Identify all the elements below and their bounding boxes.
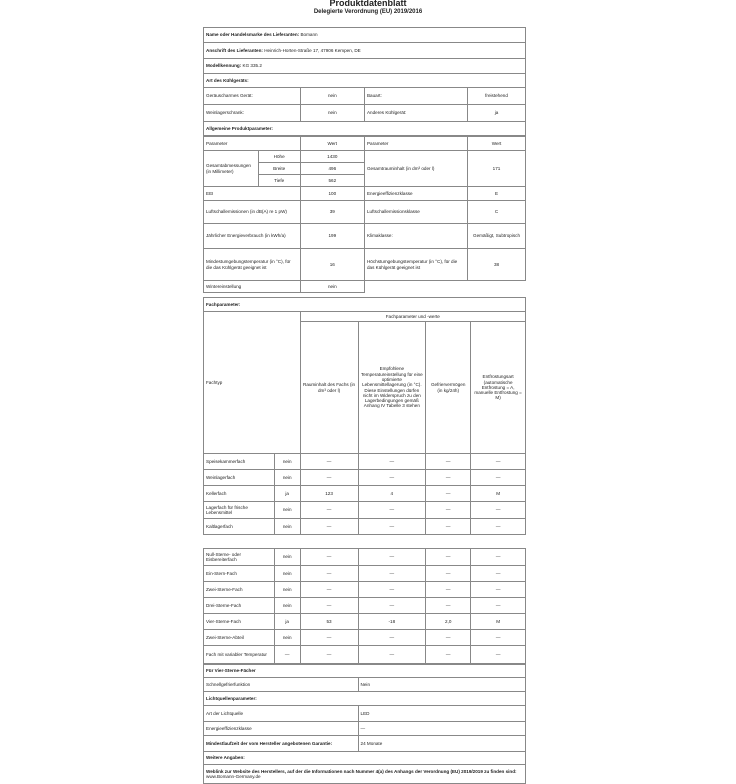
device-type-row: Geräuscharmes Gerät: nein Bauart: freistehend	[204, 88, 526, 105]
compartment-row: Fach mit variabler Temperatur — — — — —	[204, 646, 526, 664]
more-heading: Weitere Angaben:	[204, 752, 526, 765]
device-type-row: Weinlagerschrank: nein Anderes Kühlgerät: ja	[204, 105, 526, 122]
compartment-row: Kaltlagerfach nein — — — —	[204, 519, 526, 535]
manufacturer-link[interactable]: www.Bomann-Germany.de	[206, 774, 261, 779]
general-header-row: Parameter Wert Parameter Wert	[204, 137, 526, 151]
winter-row: Wintereinstellung nein	[204, 281, 526, 293]
compartment-row: Vier-Sterne-Fach ja 53 -18 2,0 M	[204, 614, 526, 630]
general-heading: Allgemeine Produktparameter:	[204, 122, 526, 136]
supplier-row: Name oder Handelsmarke des Lieferanten: Bomann	[204, 28, 526, 43]
general-row: Mindestumgebungstemperatur (in °C), für die das Kühlgerät geeignet ist 16 Höchstumgebungstemperatur (in °C), für die das Kühlgerät geeignet ist 38	[204, 249, 526, 281]
compartment-row: Lagerfach für frische Lebensmittel nein — — — —	[204, 502, 526, 519]
compartment-row: Ein-Stern-Fach nein — — — —	[204, 566, 526, 582]
address-row: Anschrift des Lieferanten: Heinrich-Horten-Straße 17, 47906 Kempen, DE	[204, 43, 526, 59]
dims-row: Gesamtabmessungen (in Millimeter) Höhe 1430 Gesamtrauminhalt (in dm³ oder l) 171	[204, 151, 526, 163]
compartments-heading: Fachparameter:	[204, 298, 526, 312]
general-row: Luftschallemissionen (in dB(A) re 1 pW) 39 Luftschallemissionsklasse C	[204, 201, 526, 224]
four-star-row: Schnellgefrierfunktion Nein	[204, 678, 526, 692]
compartment-row: Speisekammerfach nein — — — —	[204, 454, 526, 470]
light-heading: Lichtquellenparameter:	[204, 692, 526, 706]
compartments-col-headers: Rauminhalt des Fachs (in dm³ oder l) Empfohlene Temperatureinstellung für eine optimierte Lebensmittellagerung (in °C). Diese Einstellungen dürfen nicht im Widerspruch zu den Lagerbedingungen gemäß Anhang IV Tabelle 3 stehen Gefriervermögen (in kg/24h) Entfrostungsart (automatische Entfrostung = A, manuelle Entfrostung = M)	[204, 322, 526, 454]
compartment-row: Null-Sterne- oder Eisbereiterfach nein — — — —	[204, 549, 526, 566]
compartment-row: Zwei-Sterne-Fach nein — — — —	[204, 582, 526, 598]
compartment-row: Weinlagerfach nein — — — —	[204, 470, 526, 486]
four-star-heading: Für Vier-Sterne-Fächer	[204, 665, 526, 678]
general-row: EEI 100 Energieeffizienzklasse E	[204, 187, 526, 201]
model-row: Modellkennung: KG 335.2	[204, 59, 526, 74]
dims-row: Tiefe 562	[204, 175, 526, 187]
compartment-row: Kellerfach ja 123 4 — M	[204, 486, 526, 502]
light-row: Art der Lichtquelle LED	[204, 706, 526, 722]
dims-row: Breite 496	[204, 163, 526, 175]
warranty-row: Mindestlaufzeit der vom Hersteller angebotenen Garantie: 24 Monate	[204, 736, 526, 752]
page-title: Produktdatenblatt	[329, 0, 407, 8]
more-row: Weblink zur Website des Herstellers, auf der die Informationen nach Nummer 4(a) des Anhangs der Verordnung (EU) 2019/2019 zu finden sind: www.Bomann-Germany.de	[204, 765, 526, 784]
compartment-row: Drei-Sterne-Fach nein — — — —	[204, 598, 526, 614]
page-subtitle: Delegierte Verordnung (EU) 2019/2016	[313, 9, 423, 15]
general-row: Jährlicher Energieverbrauch (in kWh/a) 199 Klimaklasse: Gemäßigt, Subtropisch	[204, 224, 526, 249]
datasheet-top	[203, 27, 526, 784]
compartments-group-header: Fachtyp Fachparameter und -werte	[204, 312, 526, 322]
compartment-row: Zwei-Sterne-Abteil nein — — — —	[204, 630, 526, 646]
device-type-heading: Art des Kühlgeräts:	[204, 74, 526, 88]
light-row: Energieeffizienzklasse —	[204, 722, 526, 736]
